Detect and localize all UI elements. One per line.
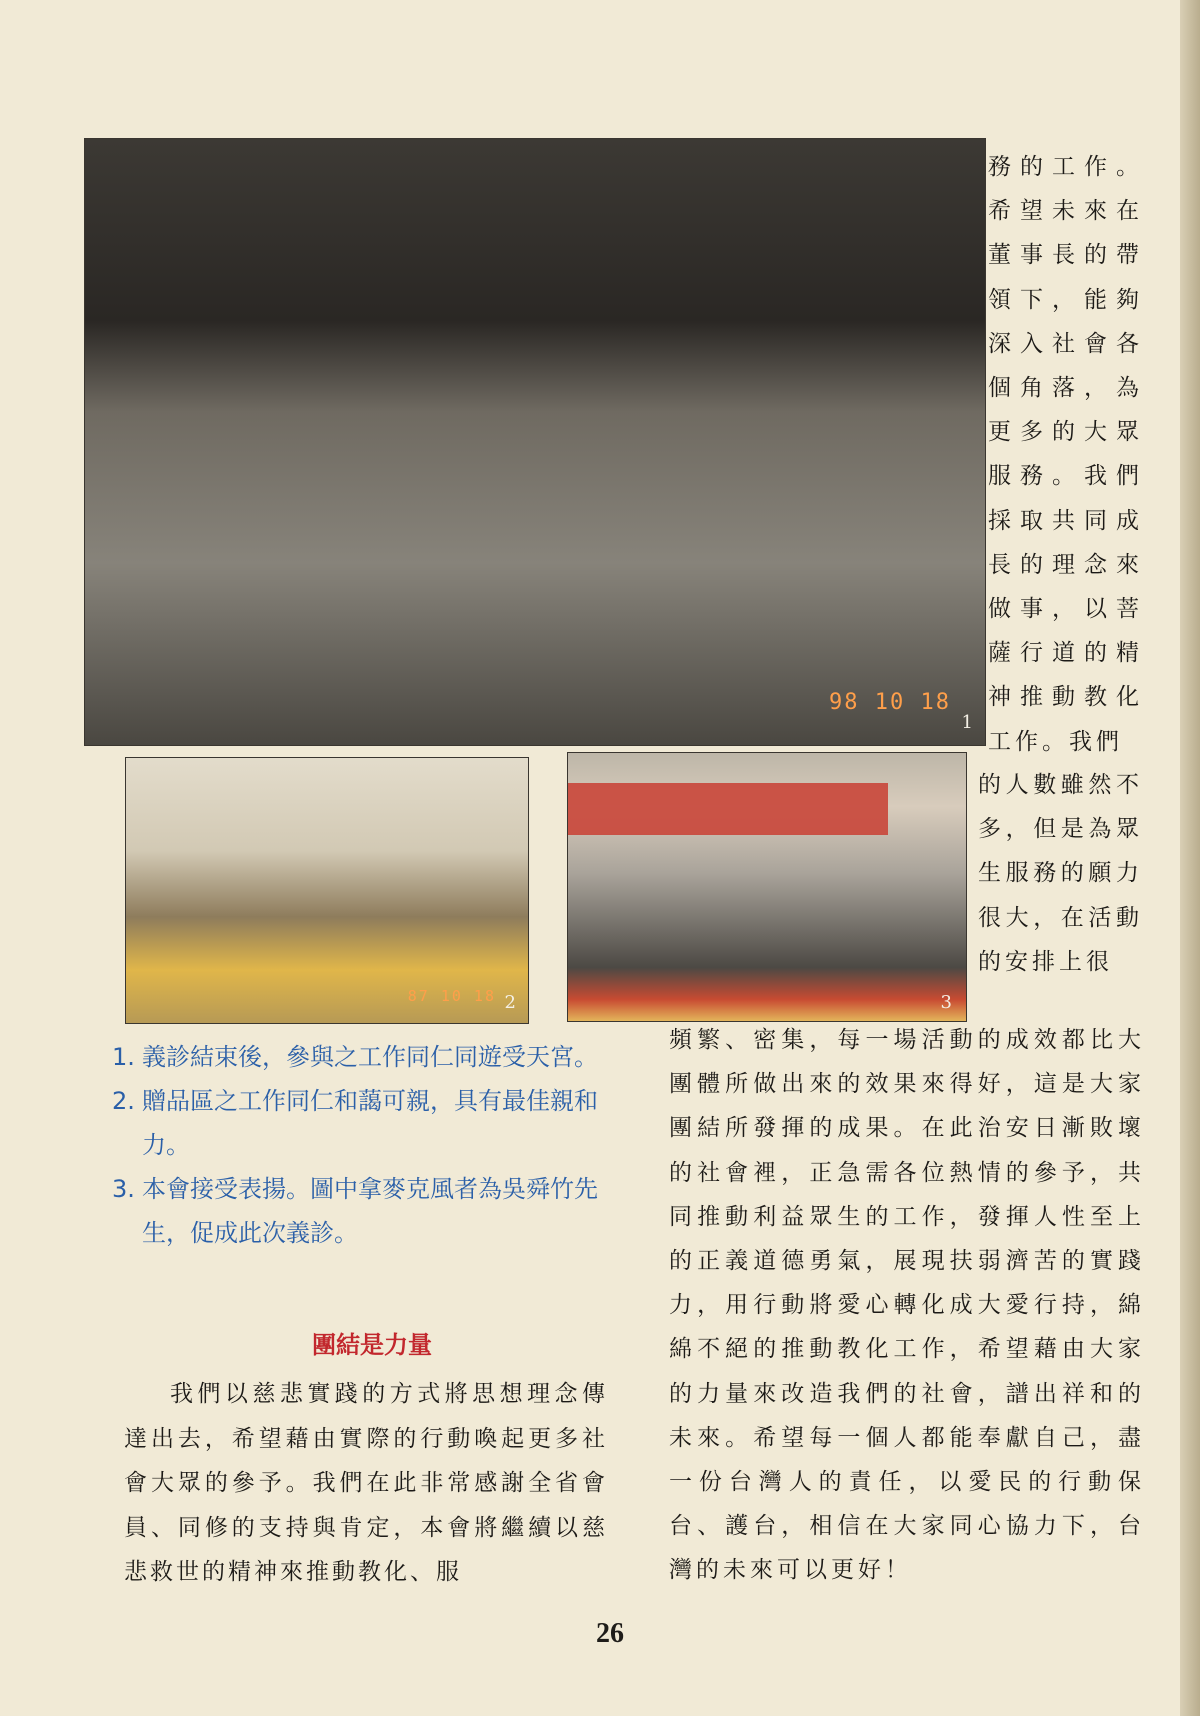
photo-scene (85, 139, 985, 745)
caption-item (112, 1079, 632, 1167)
caption-item (112, 1035, 632, 1079)
photo-number: 1 (961, 712, 973, 733)
section-heading: 團結是力量 (312, 1331, 432, 1359)
section-body-text: 我們以慈悲實踐的方式將思想理念傳達出去，希望藉由實際的行動喚起更多社會大眾的參予。我們在此非常感謝全省會員、同修的支持與肯定，本會將繼續以慈悲救世的精神來推動教化、服 (124, 1381, 608, 1585)
caption-index: 1. (112, 1043, 135, 1071)
right-column-text-middle: 的人數雖然不多，但是為眾生服務的願力很大，在活動的安排上很 (978, 772, 1143, 975)
group-photo-temple (84, 138, 986, 746)
caption-text: 贈品區之工作同仁和藹可親，具有最佳親和力。 (142, 1087, 598, 1159)
caption-text: 義診結束後，參與之工作同仁同遊受天宮。 (142, 1043, 598, 1071)
photo-number: 2 (504, 992, 516, 1013)
photo-date-stamp: 87 10 18 (407, 987, 496, 1005)
page-number: 26 (596, 1618, 624, 1649)
award-ceremony-photo (567, 752, 967, 1022)
photo-scene (126, 758, 528, 1023)
caption-index: 2. (112, 1087, 135, 1115)
page-edge (1180, 0, 1200, 1716)
gift-area-photo (125, 757, 529, 1024)
right-column-text-upper: 務的工作。希望未來在董事長的帶領下，能夠深入社會各個角落，為更多的大眾服務。我們採取共同成長的理念來做事，以菩薩行道的精神推動教化工作。我們 (988, 154, 1143, 755)
caption-index: 3. (112, 1175, 135, 1203)
red-banner (568, 783, 888, 835)
photo-number: 3 (940, 992, 952, 1013)
photo-captions (112, 1035, 632, 1255)
caption-text: 本會接受表揚。圖中拿麥克風者為吳舜竹先生，促成此次義診。 (142, 1175, 598, 1247)
right-column-text-lower: 頻繁、密集，每一場活動的成效都比大團體所做出來的效果來得好，這是大家團結所發揮的成果。在此治安日漸敗壞的社會裡，正急需各位熱情的參予，共同推動利益眾生的工作，發揮人性至上的正義道德勇氣，展現扶弱濟苦的實踐力，用行動將愛心轉化成大愛行持，綿綿不絕的推動教化工作，希望藉由大家的力量來改造我們的社會，譜出祥和的未來。希望每一個人都能奉獻自己，盡一份台灣人的責任，以愛民的行動保台、護台，相信在大家同心協力下，台灣的未來可以更好！ (669, 1027, 1145, 1584)
photo-date-stamp: 98 10 18 (829, 690, 951, 715)
caption-item (112, 1167, 632, 1255)
